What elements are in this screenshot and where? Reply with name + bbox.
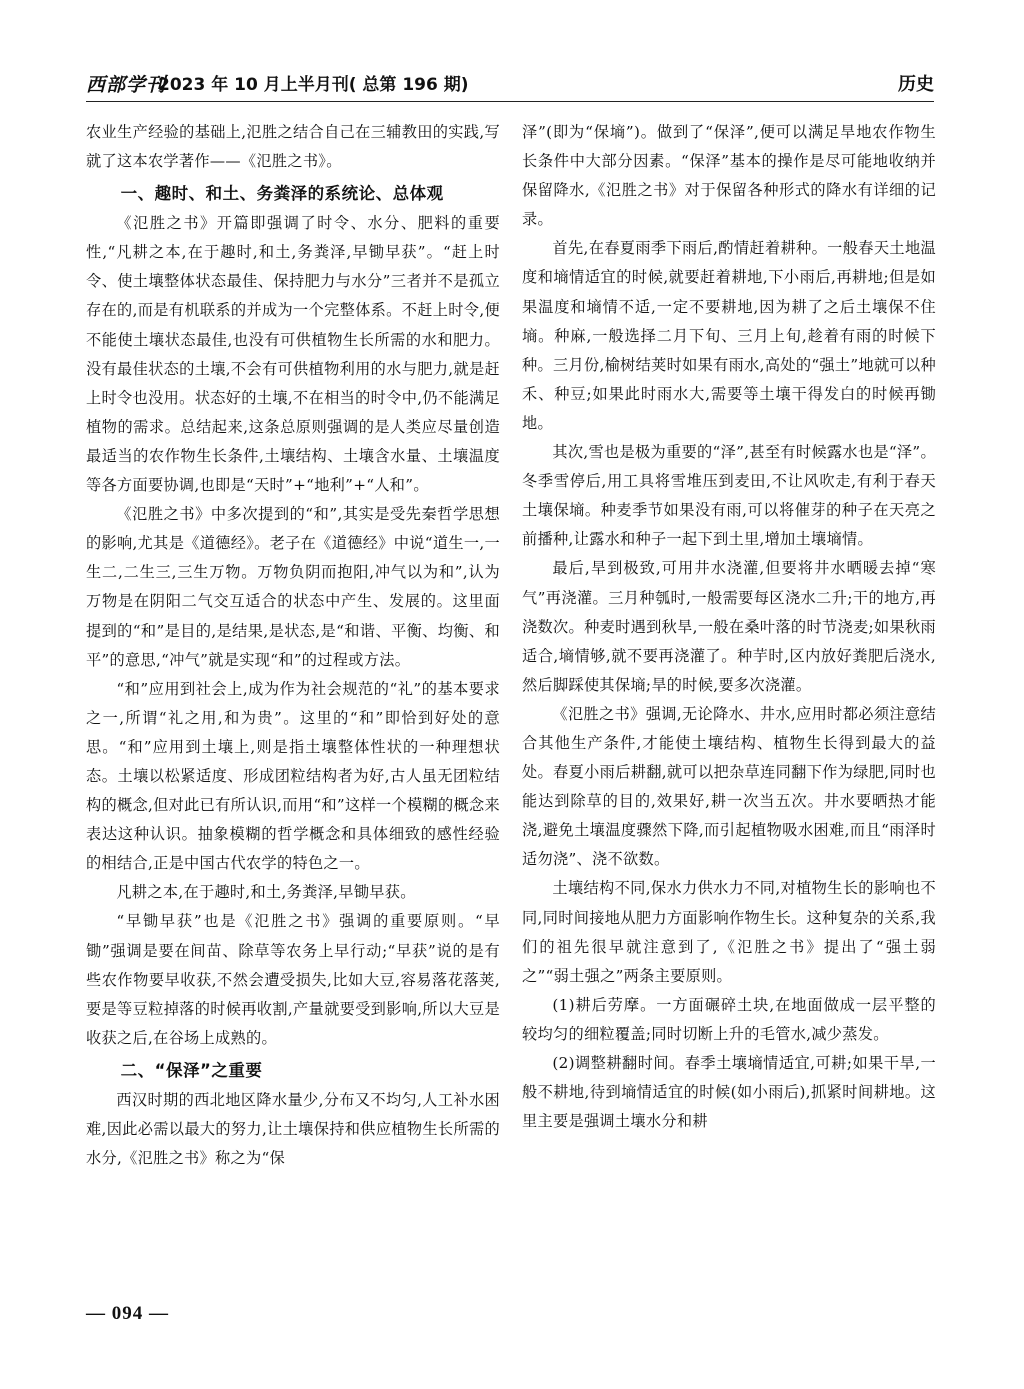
- paragraph: 凡耕之本,在于趣时,和土,务粪泽,早锄早获。: [116, 883, 416, 902]
- running-header: [86, 66, 934, 100]
- paragraph: 《氾胜之书》开篇即强调了时令、水分、肥料的重要性,“凡耕之本,在于趣时,和土,务粪泽,早锄早获”。“赶上时令、使土壤整体状态最佳、保持肥力与水分”三者并不是孤立存在的,而是有机联系的并成为一个完整体系。不赶上时令,便不能使土壤状态最佳,也没有可供植物生长所需的水和肥力。没有最佳状态的土壤,不会有可供植物利用的水与肥力,就是赶上时令也没用。状态好的土壤,不在相当的时令中,仍不能满足植物的需求。总结起来,这条总原则强调的是人类应尽量创造最适当的农作物生长条件,土壤结构、土壤含水量、土壤温度等各方面要协调,也即是“天时”+“地利”+“人和”。: [86, 214, 500, 495]
- paragraph: 《氾胜之书》强调,无论降水、井水,应用时都必须注意结合其他生产条件,才能使土壤结构、植物生长得到最大的益处。春夏小雨后耕翻,就可以把杂草连同翻下作为绿肥,同时也能达到除草的目的,效果好,耕一次当五次。井水要晒热才能浇,避免土壤温度骤然下降,而引起植物吸水困难,而且“雨泽时适勿浇”、浇不欲数。: [522, 704, 936, 869]
- paragraph: 西汉时期的西北地区降水量少,分布又不均匀,人工补水困难,因此必需以最大的努力,让土壤保持和供应植物生长所需的水分,《氾胜之书》称之为“保: [86, 1090, 500, 1168]
- paragraph: (2)调整耕翻时间。春季土壤墒情适宜,可耕;如果干旱,一般不耕地,待到墒情适宜的时候(如小雨后),抓紧时间耕地。这里主要是强调土壤水分和耕: [522, 1054, 936, 1131]
- paragraph: 其次,雪也是极为重要的“泽”,甚至有时候露水也是“泽”。冬季雪停后,用工具将雪堆压到麦田,不让风吹走,有利于春天土壤保墒。种麦季节如果没有雨,可以将催芽的种子在天亮之前播种,让露水和种子一起下到土里,增加土壤墒情。: [522, 443, 936, 549]
- paragraph: “和”应用到社会上,成为作为社会规范的“礼”的基本要求之一,所谓“礼之用,和为贵”。这里的“和”即恰到好处的意思。“和”应用到土壤上,则是指土壤整体性状的一种理想状态。土壤以松紧适度、形成团粒结构者为好,古人虽无团粒结构的概念,但对此已有所认识,而用“和”这样一个模糊的概念来表达这种认识。抽象模糊的哲学概念和具体细致的感性经验的相结合,正是中国古代农学的特色之一。: [86, 679, 500, 873]
- header-rule: [86, 101, 934, 102]
- paragraph: (1)耕后劳摩。一方面碾碎土块,在地面做成一层平整的较均匀的细粒覆盖;同时切断上升的毛管水,减少蒸发。: [522, 995, 936, 1043]
- right-column: [522, 118, 936, 1136]
- paragraph: “早锄早获”也是《氾胜之书》强调的重要原则。“早锄”强调是要在间苗、除草等农务上早行动;“早获”说的是有些农作物要早收获,不然会遭受损失,比如大豆,容易落花落荚,要是等豆粒掉落的时候再收割,产量就要受到影响,所以大豆是收获之后,在谷场上成熟的。: [86, 912, 500, 1047]
- paragraph: 最后,旱到极致,可用井水浇灌,但要将井水晒暖去掉“寒气”再浇灌。三月种瓠时,一般需要每区浇水二升;干的地方,再浇数次。种麦时遇到秋旱,一般在桑叶落的时节浇麦;如果秋雨适合,墒情够,就不要再浇灌了。种芋时,区内放好粪肥后浇水,然后脚踩使其保墒;旱的时候,要多次浇灌。: [522, 559, 936, 694]
- issue-info: 2023 年 10 月上半月刊( 总第 196 期): [158, 75, 469, 95]
- left-column: [86, 118, 500, 1173]
- paragraph: 首先,在春夏雨季下雨后,酌情赶着耕种。一般春天土地温度和墒情适宜的时候,就要赶着耕地,下小雨后,再耕地;但是如果温度和墒情不适,一定不要耕地,因为耕了之后土壤保不住墒。种麻,一般选择二月下旬、三月上旬,趁着有雨的时候下种。三月份,榆树结荚时如果有雨水,高处的“强土”地就可以种禾、种豆;如果此时雨水大,需要等土壤干得发白的时候再锄地。: [522, 239, 936, 432]
- page-number: — 094 —: [86, 1303, 169, 1324]
- paragraph: 土壤结构不同,保水力供水力不同,对植物生长的影响也不同,同时间接地从肥力方面影响作物生长。这种复杂的关系,我们的祖先很早就注意到了,《氾胜之书》提出了“强土弱之”“弱土强之”两条主要原则。: [522, 879, 936, 985]
- journal-logo: 西部学刊: [86, 74, 167, 96]
- section-heading-1: 一、趣时、和土、务粪泽的系统论、总体观: [120, 184, 444, 204]
- paragraph: 农业生产经验的基础上,氾胜之结合自己在三辅教田的实践,写就了这本农学著作——《氾胜之书》。: [86, 123, 500, 171]
- paragraph: 《氾胜之书》中多次提到的“和”,其实是受先秦哲学思想的影响,尤其是《道德经》。老子在《道德经》中说“道生一,一生二,二生三,三生万物。万物负阴而抱阳,冲气以为和”,认为万物是在阴阳二气交互适合的状态中产生、发展的。这里面提到的“和”是目的,是结果,是状态,是“和谐、平衡、均衡、和平”的意思,“冲气”就是实现“和”的过程或方法。: [86, 505, 500, 669]
- section-label: 历史: [898, 74, 934, 95]
- paragraph: 泽”(即为“保墒”)。做到了“保泽”,便可以满足旱地农作物生长条件中大部分因素。“保泽”基本的操作是尽可能地收纳并保留降水,《氾胜之书》对于保留各种形式的降水有详细的记录。: [522, 123, 936, 229]
- section-heading-2: 二、“保泽”之重要: [120, 1060, 263, 1080]
